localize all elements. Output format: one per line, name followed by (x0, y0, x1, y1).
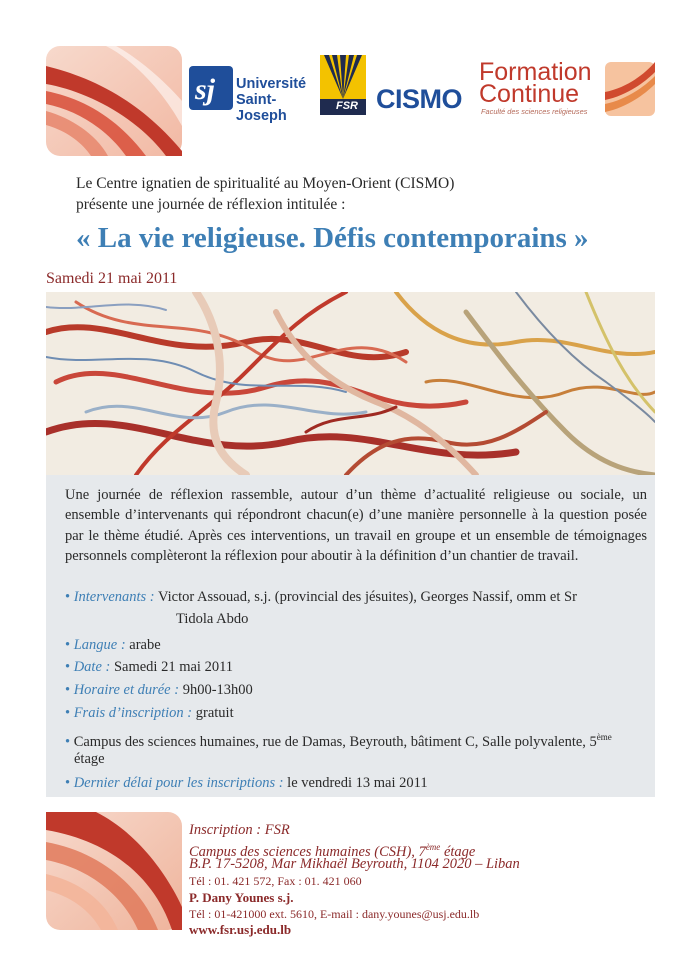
usj-emblem-icon (189, 66, 233, 110)
footer-contact-details: Tél : 01-421000 ext. 5610, E-mail : dany.younes@usj.edu.lb (189, 907, 480, 921)
date-value: Samedi 21 mai 2011 (113, 659, 234, 675)
lieu-value-continued: étage (74, 751, 105, 767)
bullet: • (65, 659, 71, 675)
intervenants-row (65, 587, 650, 607)
frais-label: Frais d’inscription : (73, 705, 193, 721)
fsr-logo (320, 55, 366, 115)
fc-line1: Formation (479, 58, 592, 86)
footer-inscription: Inscription : FSR (189, 822, 290, 838)
fc-line2: Continue (479, 80, 580, 108)
langue-label: Langue : (73, 637, 126, 653)
footer-campus-sup: ème (425, 842, 441, 852)
corner-swoosh-bottom (46, 812, 182, 930)
fsr-label: FSR (336, 100, 358, 112)
cismo-logo: CISMO (376, 84, 463, 114)
event-title: « La vie religieuse. Défis contemporains » (76, 222, 589, 254)
intro-line2: présente une journée de réflexion intitulée : (76, 196, 346, 213)
footer-website-link[interactable]: www.fsr.usj.edu.lb (189, 922, 292, 937)
delai-row (65, 773, 650, 793)
frais-value: gratuit (195, 705, 234, 721)
fc-subtitle: Faculté des sciences religieuses (481, 107, 588, 116)
date-label: Date : (73, 659, 111, 675)
date-row (65, 657, 650, 677)
delai-label: Dernier délai pour les inscriptions : (73, 775, 284, 791)
horaire-row (65, 680, 650, 700)
abstract-painting-image (46, 292, 655, 475)
event-date-heading: Samedi 21 mai 2011 (46, 270, 178, 287)
intro-line1: Le Centre ignatien de spiritualité au Moyen-Orient (CISMO) (76, 175, 455, 192)
event-description: Une journée de réflexion rassemble, autour d’un thème d’actualité religieuse ou sociale, un ensemble d’intervenants qui répondront chacun(e) d’une manière personnelle à la question posée par le thème étudié. Après ces interventions, un travail en groupe et un ensemble de témoignages personnels complèteront la réflexion pour aboutir à la définition d’un chantier de travail. (65, 487, 647, 565)
horaire-value: 9h00-13h00 (182, 682, 253, 698)
bullet: • (65, 589, 71, 605)
bullet: • (65, 775, 71, 791)
bullet: • (65, 682, 71, 698)
footer-address: B.P. 17-5208, Mar Mikhaël Beyrouth, 1104 2020 – Liban (189, 856, 520, 872)
formation-continue-logo (479, 58, 659, 118)
horaire-label: Horaire et durée : (73, 682, 180, 698)
usj-name-line1: Université (236, 76, 307, 92)
delai-value: le vendredi 13 mai 2011 (287, 775, 428, 791)
lieu-superscript: ème (596, 732, 612, 742)
usj-logo (189, 63, 317, 124)
svg-text:sj: sj (195, 73, 216, 106)
frais-row (65, 703, 650, 723)
lieu-value: Campus des sciences humaines, rue de Damas, Beyrouth, bâtiment C, Salle polyvalente, 5 (73, 733, 597, 750)
fc-swoosh-icon (605, 62, 655, 116)
langue-value: arabe (129, 637, 161, 653)
footer-campus-text: Campus des sciences humaines (CSH), 7 (189, 843, 426, 860)
bullet: • (65, 705, 71, 721)
intervenants-value-continued: Tidola Abdo (176, 611, 249, 627)
langue-row (65, 635, 650, 655)
usj-name-line2: Saint-Joseph (236, 92, 287, 124)
bullet: • (65, 637, 71, 653)
corner-swoosh-top (46, 46, 182, 156)
footer-contact-name: P. Dany Younes s.j. (189, 890, 294, 905)
intervenants-label: Intervenants : (73, 589, 155, 605)
intervenants-value: Victor Assouad, s.j. (provincial des jésuites), Georges Nassif, omm et Sr (158, 589, 577, 605)
footer-phone: Tél : 01. 421 572, Fax : 01. 421 060 (189, 874, 362, 888)
bullet: • (65, 733, 71, 750)
footer-campus-etage: étage (440, 843, 476, 860)
